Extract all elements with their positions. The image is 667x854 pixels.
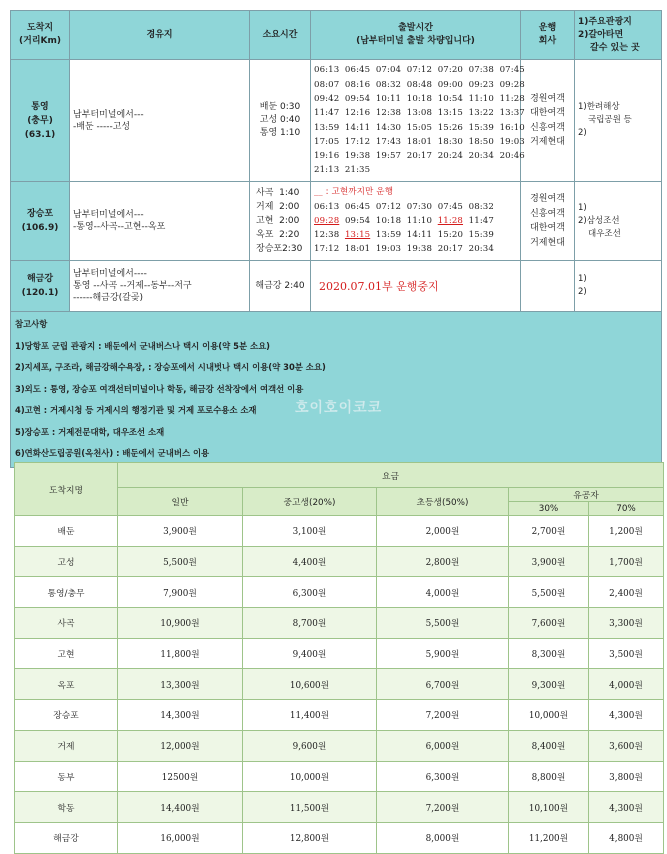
note-line: 2)삼성조선 [578, 215, 620, 226]
header-company [521, 11, 575, 60]
header-notes-2: 2)갈아타면 [578, 29, 624, 40]
route-line: 남부터미널에서--- [73, 210, 144, 220]
dest-haegeumgang-km: (120.1) [21, 288, 59, 298]
dest-jangseungpo-km: (106.9) [21, 223, 59, 233]
fare-row [15, 577, 664, 608]
references-title: 참고사항 [15, 319, 48, 329]
fare-elem: 2,800원 [377, 546, 509, 577]
fare-p70: 4,300원 [589, 792, 664, 823]
company-name: 대한여객 [530, 108, 565, 118]
fare-p30: 11,200원 [509, 822, 589, 853]
header-dest [11, 11, 70, 60]
fare-row [15, 608, 664, 639]
fare-elem: 6,000원 [377, 730, 509, 761]
references-box [11, 312, 662, 468]
fare-dest: 고성 [15, 546, 118, 577]
dest-tongyeong-name: 통영 [31, 101, 49, 112]
fare-p70: 4,800원 [589, 822, 664, 853]
header-route: 경유지 [70, 11, 250, 60]
fare-general: 16,000원 [118, 822, 243, 853]
fare-header-middle: 중고생(20%) [243, 488, 377, 516]
notes-tongyeong [575, 60, 662, 182]
fare-row [15, 761, 664, 792]
header-dest-sub: (거리Km) [19, 36, 61, 46]
fare-p30: 3,900원 [509, 546, 589, 577]
fare-elem: 2,000원 [377, 516, 509, 547]
fare-dest: 학동 [15, 792, 118, 823]
route-line: ------해금강(갈곶) [73, 293, 143, 303]
time-segment: 11:47 [463, 215, 494, 226]
fare-p70: 4,300원 [589, 700, 664, 731]
fare-elem: 6,300원 [377, 761, 509, 792]
route-line: -통영--사곡--고현--옥포 [73, 222, 166, 232]
fare-middle: 8,700원 [243, 608, 377, 639]
row-jangseungpo [11, 182, 662, 261]
header-dest-label: 도착지 [26, 23, 54, 33]
time-line: 17:05 17:12 17:43 18:01 18:30 18:50 19:03 [314, 136, 525, 147]
duration-line: 고성 0:40 [259, 115, 301, 125]
fare-middle: 6,300원 [243, 577, 377, 608]
fare-general: 10,900원 [118, 608, 243, 639]
reference-item: 1)당항포 군립 관광지 : 배둔에서 군내버스나 택시 이용(약 5분 소요) [15, 340, 270, 351]
fare-dest: 옥포 [15, 669, 118, 700]
fare-p30: 8,800원 [509, 761, 589, 792]
fare-row [15, 669, 664, 700]
duration-line: 거제 2:00 [256, 202, 300, 212]
legend-text: : 고현까지만 운행 [322, 187, 394, 198]
header-notes-1: 1)주요관광지 [578, 16, 632, 27]
fare-general: 12500원 [118, 761, 243, 792]
fare-row [15, 638, 664, 669]
header-departure [311, 11, 521, 60]
row-references [11, 312, 662, 468]
fare-row [15, 700, 664, 731]
times-jangseungpo [311, 182, 521, 261]
company-tongyeong [521, 60, 575, 182]
company-name: 대한여객 [530, 223, 565, 233]
fare-row [15, 546, 664, 577]
duration-jangseungpo [250, 182, 311, 261]
route-haegeumgang [70, 261, 250, 312]
dest-haegeumgang-name: 해금강 [26, 274, 54, 284]
note-line: 2) [578, 287, 587, 297]
fare-dest: 거제 [15, 730, 118, 761]
fare-p70: 3,800원 [589, 761, 664, 792]
fare-elem: 7,200원 [377, 792, 509, 823]
fare-header-dest: 도착지명 [15, 463, 118, 516]
duration-line: 고현 2:00 [256, 216, 300, 226]
fare-middle: 10,000원 [243, 761, 377, 792]
fare-middle: 12,800원 [243, 822, 377, 853]
duration-line: 배둔 0:30 [259, 102, 301, 112]
header-notes-3: 갈수 있는 곳 [590, 42, 640, 53]
fare-dest: 해금강 [15, 822, 118, 853]
fare-elem: 6,700원 [377, 669, 509, 700]
time-segment: 13:59 14:11 15:20 15:39 [370, 230, 494, 241]
header-company-label: 운행 [538, 23, 557, 33]
fare-p70: 3,500원 [589, 638, 664, 669]
duration-line: 통영 1:10 [259, 128, 301, 138]
time-line: 08:07 08:16 08:32 08:48 09:00 09:23 09:28 [314, 79, 525, 90]
route-line: 통영 --사곡 --거제--동부--저구 [73, 281, 192, 291]
reference-item: 2)지세포, 구조라, 해금강해수욕장, : 장승포에서 시내벗나 택시 이용(약 30분 소요) [15, 362, 326, 372]
time-segment: 09:54 10:18 11:10 [339, 215, 438, 226]
company-haegeumgang [521, 261, 575, 312]
time-line [314, 228, 517, 242]
time-partial: 11:28 [437, 215, 464, 226]
note-line: 국립공원 등 [588, 115, 632, 125]
time-line: 09:42 09:54 10:11 10:18 10:54 11:10 11:28 [314, 93, 525, 104]
route-jangseungpo [70, 182, 250, 261]
fare-p70: 4,000원 [589, 669, 664, 700]
time-line: 19:16 19:38 19:57 20:17 20:24 20:34 20:46 [314, 151, 525, 162]
route-line: 남부터미널에서---- [73, 269, 147, 279]
fare-row [15, 516, 664, 547]
fare-p30: 8,300원 [509, 638, 589, 669]
header-company-sub: 회사 [538, 36, 557, 46]
fare-header-elem: 초등생(50%) [377, 488, 509, 516]
status-suspended: 2020.07.01부 운행중지 [311, 261, 521, 312]
fare-dest: 장승포 [15, 700, 118, 731]
fare-row [15, 822, 664, 853]
notes-haegeumgang [575, 261, 662, 312]
fare-row [15, 730, 664, 761]
company-name: 신흥여객 [530, 122, 565, 133]
fare-header-30: 30% [509, 502, 589, 516]
company-name: 거제현대 [530, 237, 565, 248]
time-line: 21:13 21:35 [314, 165, 371, 176]
fare-header-merit: 유공자 [509, 488, 664, 502]
fare-dest: 동부 [15, 761, 118, 792]
fare-p70: 2,400원 [589, 577, 664, 608]
company-name: 신흥여객 [530, 208, 565, 219]
fare-p30: 9,300원 [509, 669, 589, 700]
note-line: 1) [578, 202, 587, 213]
fare-middle: 4,400원 [243, 546, 377, 577]
fare-general: 3,900원 [118, 516, 243, 547]
time-segment: 12:38 [314, 230, 345, 241]
fare-general: 7,900원 [118, 577, 243, 608]
fare-p70: 1,200원 [589, 516, 664, 547]
dest-tongyeong [11, 60, 70, 182]
times-tongyeong [311, 60, 525, 182]
row-tongyeong [11, 60, 662, 182]
company-name: 경원여객 [530, 194, 565, 204]
reference-item: 5)장승포 : 거제전문대학, 대우조선 소재 [15, 426, 165, 437]
fare-middle: 10,600원 [243, 669, 377, 700]
fare-table [14, 462, 664, 854]
fare-body [15, 516, 664, 854]
dest-jangseungpo-name: 장승포 [26, 209, 54, 219]
dest-tongyeong-km: (63.1) [24, 129, 56, 140]
header-departure-sub: (남부터미널 출발 차량입니다) [356, 36, 475, 46]
note-line: 대우조선 [588, 228, 621, 239]
company-name: 거제현대 [530, 137, 565, 147]
row-haegeumgang [11, 261, 662, 312]
duration-line: 옥포 2:20 [256, 230, 300, 240]
duration-haegeumgang: 해금강 2:40 [250, 261, 311, 312]
fare-dest: 통영/충무 [15, 577, 118, 608]
time-line [314, 214, 517, 228]
fare-general: 11,800원 [118, 638, 243, 669]
route-line: 남부터미널에서--- [73, 109, 144, 120]
fare-general: 14,300원 [118, 700, 243, 731]
time-line: 17:12 18:01 19:03 19:38 20:17 20:34 [314, 244, 494, 255]
note-line: 1) [578, 274, 587, 284]
fare-p30: 5,500원 [509, 577, 589, 608]
reference-item: 3)외도 : 통영, 장승포 여객선터미널이나 학동, 해금강 선착장에서 여객선 이용 [15, 383, 304, 394]
fare-p70: 3,600원 [589, 730, 664, 761]
fare-middle: 11,400원 [243, 700, 377, 731]
time-line: 11:47 12:16 12:38 13:08 13:15 13:22 13:37 [314, 108, 525, 119]
notes-jangseungpo [575, 182, 662, 261]
company-name: 경원여객 [530, 93, 565, 104]
reference-item: 6)연화산도립공원(옥천사) : 배둔에서 군내버스 이용 [15, 448, 210, 458]
legend-line [314, 185, 517, 199]
fare-dest: 배둔 [15, 516, 118, 547]
fare-middle: 9,600원 [243, 730, 377, 761]
fare-middle: 3,100원 [243, 516, 377, 547]
fare-p70: 3,300원 [589, 608, 664, 639]
duration-tongyeong [250, 60, 311, 182]
header-notes [575, 11, 662, 60]
fare-elem: 8,000원 [377, 822, 509, 853]
dest-tongyeong-alt: (충무) [27, 115, 53, 126]
fare-elem: 4,000원 [377, 577, 509, 608]
fare-general: 13,300원 [118, 669, 243, 700]
fare-elem: 5,900원 [377, 638, 509, 669]
fare-elem: 5,500원 [377, 608, 509, 639]
fare-p30: 2,700원 [509, 516, 589, 547]
time-partial: 13:15 [344, 230, 371, 241]
legend-mark: __ [314, 187, 323, 198]
duration-line: 장승포2:30 [256, 244, 303, 254]
dest-haegeumgang [11, 261, 70, 312]
fare-p70: 1,700원 [589, 546, 664, 577]
duration-line: 사곡 1:40 [256, 188, 300, 198]
note-line: 2) [578, 128, 587, 138]
time-partial: 09:28 [314, 215, 340, 226]
watermark: 호이호이코코 [295, 400, 383, 416]
fare-p30: 10,000원 [509, 700, 589, 731]
schedule-header-row [11, 11, 662, 60]
fare-middle: 9,400원 [243, 638, 377, 669]
fare-dest: 고현 [15, 638, 118, 669]
fare-general: 12,000원 [118, 730, 243, 761]
time-line: 13:59 14:11 14:30 15:05 15:26 15:39 16:10 [314, 122, 525, 133]
route-line: -배둔 -----고성 [73, 121, 131, 132]
reference-item: 4)고현 : 거제시청 등 거제시의 행정기관 및 거제 포로수용소 소재 [15, 405, 257, 415]
route-tongyeong [70, 60, 250, 182]
fare-general: 5,500원 [118, 546, 243, 577]
company-jangseungpo [521, 182, 575, 261]
fare-p30: 7,600원 [509, 608, 589, 639]
fare-general: 14,400원 [118, 792, 243, 823]
time-line: 06:13 06:45 07:04 07:12 07:20 07:38 07:45 [314, 65, 525, 76]
dest-jangseungpo [11, 182, 70, 261]
time-line: 06:13 06:45 07:12 07:30 07:45 08:32 [314, 201, 494, 212]
fare-row [15, 792, 664, 823]
fare-p30: 8,400원 [509, 730, 589, 761]
fare-middle: 11,500원 [243, 792, 377, 823]
header-departure-label: 출발시간 [398, 23, 433, 33]
fare-header-general: 일반 [118, 488, 243, 516]
fare-header-70: 70% [589, 502, 664, 516]
header-duration: 소요시간 [250, 11, 311, 60]
fare-p30: 10,100원 [509, 792, 589, 823]
fare-elem: 7,200원 [377, 700, 509, 731]
fare-header-row [15, 463, 664, 488]
note-line: 1)한려해상 [578, 102, 620, 112]
fare-header-fee: 요금 [118, 463, 664, 488]
fare-dest: 사곡 [15, 608, 118, 639]
